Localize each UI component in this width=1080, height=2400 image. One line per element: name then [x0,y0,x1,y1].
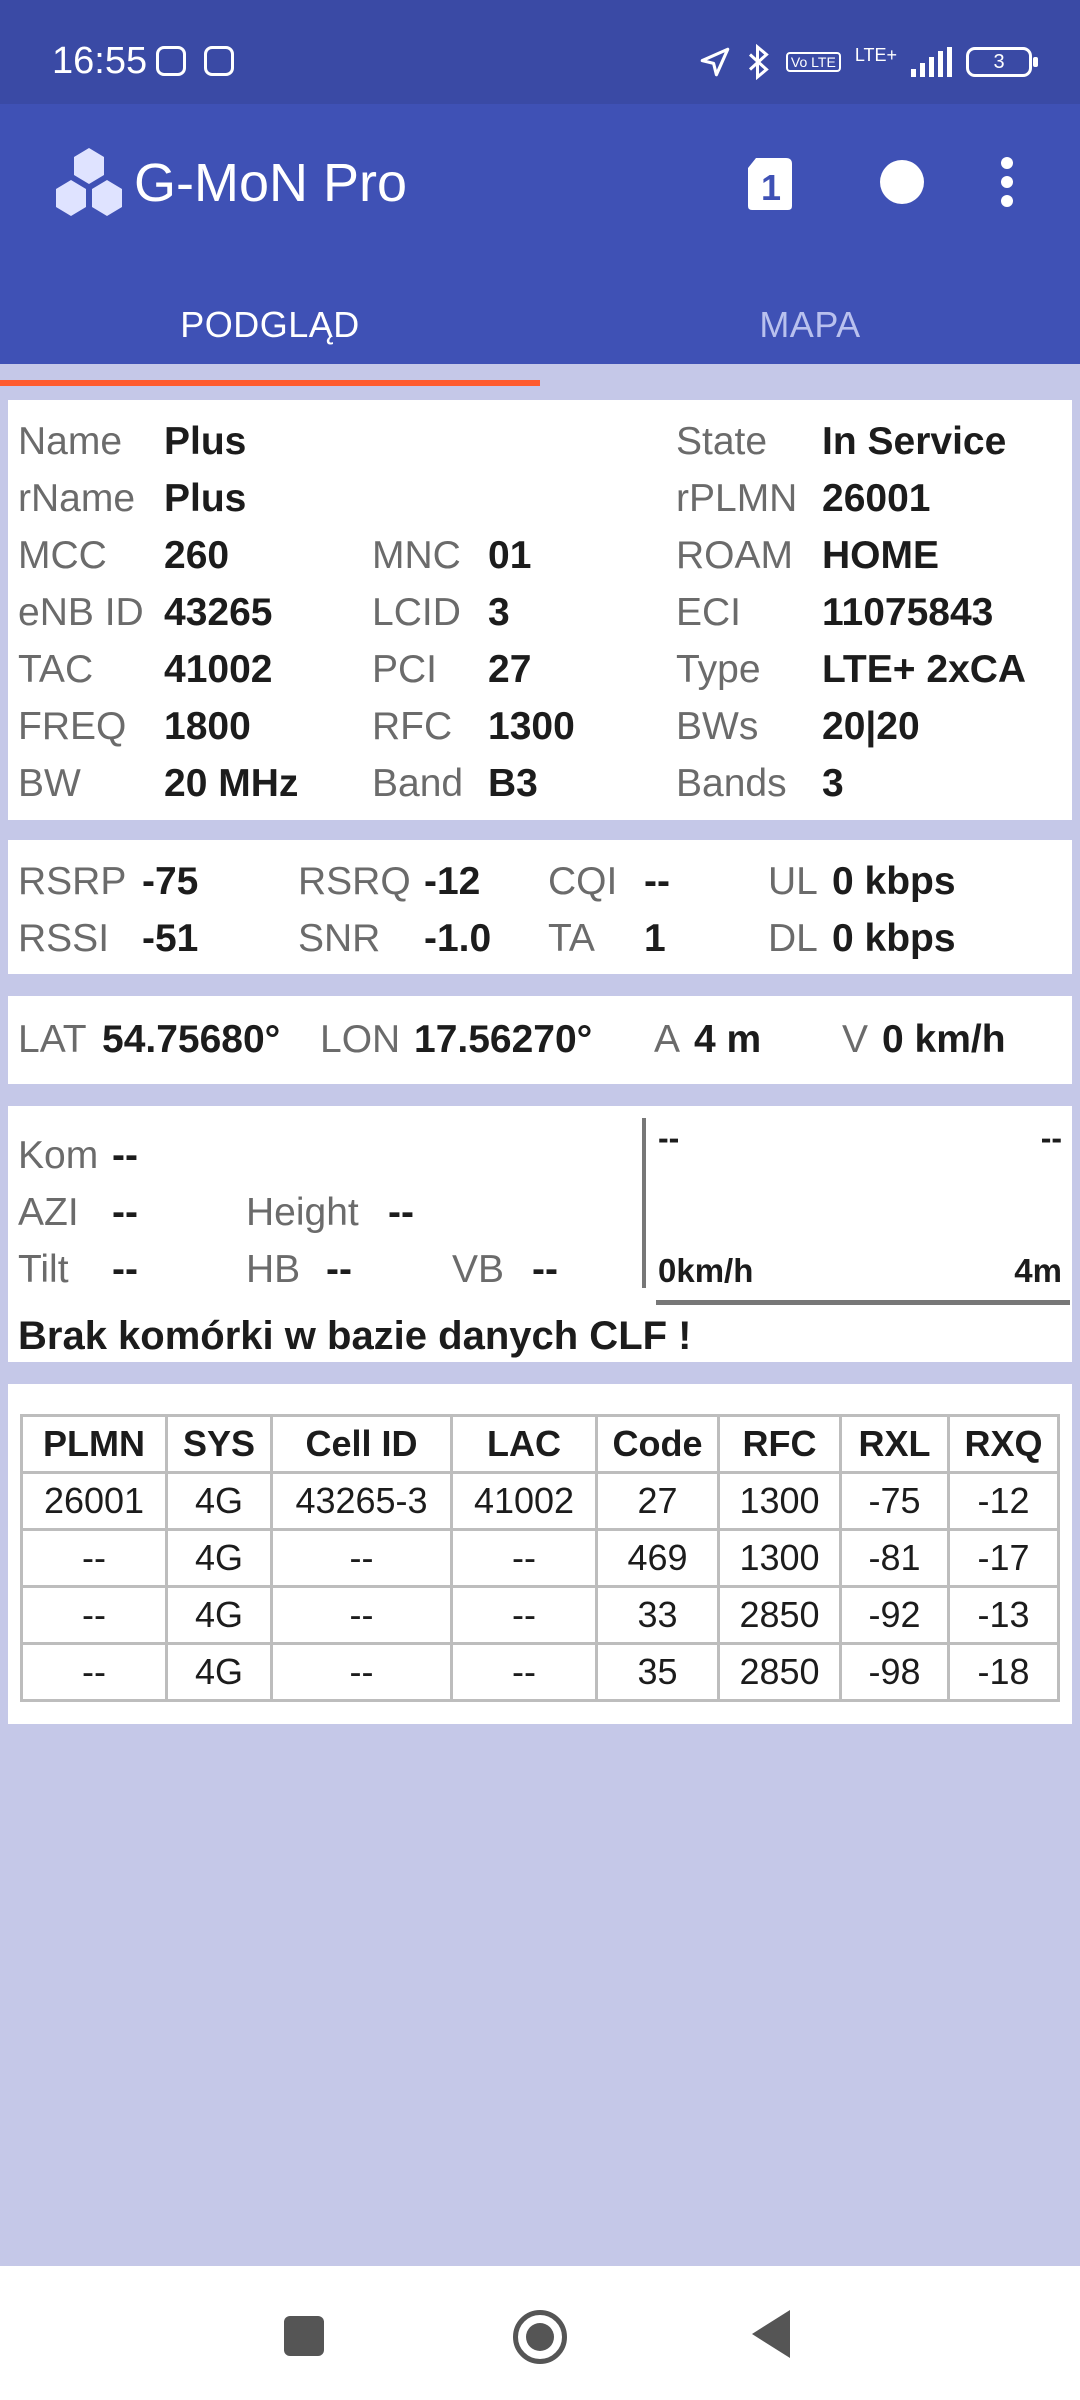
rsrq-value: -12 [424,860,481,903]
eci-value: 11075843 [822,591,994,634]
rsrp-value: -75 [142,860,199,903]
cell-code: 469 [597,1530,719,1587]
site-distance-text: 4m [1014,1252,1062,1289]
height-value: -- [388,1191,414,1234]
instagram-icon [156,46,186,76]
cell-rxl: -75 [841,1473,949,1530]
ta-value: 1 [644,917,666,960]
mcc-label: MCC [18,534,107,577]
battery-icon: 3 [966,47,1032,77]
accuracy-label: A [654,1018,681,1061]
state-label: State [676,420,768,463]
cell-cell-id: -- [272,1587,452,1644]
header-rxq: RXQ [949,1416,1059,1473]
mnc-value: 01 [488,534,532,577]
enb-value: 43265 [164,591,273,634]
lcid-value: 3 [488,591,510,634]
bands-value: 3 [822,762,844,805]
status-icons [698,44,1032,80]
ul-label: UL [768,860,818,903]
dl-label: DL [768,917,818,960]
snr-value: -1.0 [424,917,492,960]
header-cell-id: Cell ID [272,1416,452,1473]
cell-rxl: -98 [841,1644,949,1701]
pci-value: 27 [488,648,532,691]
app-logo-icon [52,146,126,222]
lon-label: LON [320,1018,401,1061]
cqi-value: -- [644,860,670,903]
azi-value: -- [112,1191,138,1234]
name-value: Plus [164,420,247,463]
signal-card [8,840,1072,974]
kom-value: -- [112,1134,138,1177]
type-value: LTE+ 2xCA [822,648,1027,691]
app-bar [0,104,1080,364]
cell-sys: 4G [167,1587,272,1644]
tac-label: TAC [18,648,94,691]
bw-label: BW [18,762,81,805]
tab-mapa[interactable]: MAPA [759,304,861,345]
name-label: Name [18,420,123,463]
nav-recents-icon[interactable] [284,2316,324,2356]
cell-rfc: 2850 [719,1587,841,1644]
cell-sys: 4G [167,1530,272,1587]
sim-slot-icon[interactable] [744,156,796,212]
tilt-label: Tilt [18,1248,69,1291]
freq-value: 1800 [164,705,251,748]
rfc-label: RFC [372,705,453,748]
cqi-label: CQI [548,860,618,903]
bw-value: 20 MHz [164,762,299,805]
rssi-label: RSSI [18,917,110,960]
rname-value: Plus [164,477,247,520]
nav-home-icon[interactable] [513,2310,567,2364]
cell-info-card [8,400,1072,820]
site-divider-vertical [642,1118,646,1288]
mnc-label: MNC [372,534,461,577]
ta-label: TA [548,917,595,960]
roam-value: HOME [822,534,939,577]
bws-value: 20|20 [822,705,920,748]
tac-value: 41002 [164,648,273,691]
cell-lac: -- [452,1530,597,1587]
state-value: In Service [822,420,1007,463]
rssi-value: -51 [142,917,199,960]
hb-label: HB [246,1248,301,1291]
header-plmn: PLMN [22,1416,167,1473]
site-speed-text: 0km/h [658,1252,754,1289]
mcc-value: 260 [164,534,230,577]
cell-plmn: -- [22,1644,167,1701]
dl-value: 0 kbps [832,917,956,960]
rname-label: rName [18,477,136,520]
header-rfc: RFC [719,1416,841,1473]
more-vert-icon[interactable] [1000,156,1014,208]
eci-label: ECI [676,591,742,634]
bands-label: Bands [676,762,787,805]
cell-rxl: -81 [841,1530,949,1587]
status-time: 16:55 [52,40,148,82]
type-label: Type [676,648,761,691]
band-value: B3 [488,762,538,805]
speed-label: V [842,1018,869,1061]
rfc-value: 1300 [488,705,575,748]
cell-cell-id: -- [272,1644,452,1701]
sim-slot-number: 1 [760,167,782,208]
location-card [8,996,1072,1084]
kom-label: Kom [18,1134,99,1177]
table-row [22,1530,1059,1587]
cell-rxq: -12 [949,1473,1059,1530]
cell-lac: -- [452,1644,597,1701]
table-header-row [22,1416,1059,1473]
azi-label: AZI [18,1191,79,1234]
bws-label: BWs [676,705,759,748]
site-divider-horizontal [656,1300,1070,1305]
cell-rfc: 1300 [719,1530,841,1587]
cell-cell-id: -- [272,1530,452,1587]
accuracy-value: 4 m [694,1018,762,1061]
header-lac: LAC [452,1416,597,1473]
cell-plmn: -- [22,1587,167,1644]
ul-value: 0 kbps [832,860,956,903]
site-right-top-right: -- [1040,1120,1062,1156]
cell-lac: 41002 [452,1473,597,1530]
lat-label: LAT [18,1018,87,1061]
location-arrow-icon [698,45,732,79]
header-code: Code [597,1416,719,1473]
app-icon [204,46,234,76]
header-rxl: RXL [841,1416,949,1473]
site-right-top-left: -- [658,1120,680,1156]
tab-podglad[interactable]: PODGLĄD [180,304,360,345]
header-sys: SYS [167,1416,272,1473]
cell-lac: -- [452,1587,597,1644]
enb-label: eNB ID [18,591,144,634]
volte-badge: Vo LTE [786,52,841,72]
lon-value: 17.56270° [414,1018,593,1061]
hb-value: -- [326,1248,352,1291]
cell-plmn: -- [22,1530,167,1587]
cell-rxq: -17 [949,1530,1059,1587]
table-row [22,1644,1059,1701]
lat-value: 54.75680° [102,1018,281,1061]
cell-rxq: -18 [949,1644,1059,1701]
record-icon[interactable] [880,160,924,204]
freq-label: FREQ [18,705,127,748]
speed-value: 0 km/h [882,1018,1006,1061]
roam-label: ROAM [676,534,793,577]
network-type: LTE+ [854,45,897,65]
vb-value: -- [532,1248,558,1291]
rplmn-label: rPLMN [676,477,798,520]
tilt-value: -- [112,1248,138,1291]
site-card [8,1106,1072,1362]
signal-icon [911,47,952,77]
cell-rfc: 2850 [719,1644,841,1701]
cell-code: 35 [597,1644,719,1701]
table-row [22,1473,1059,1530]
cell-cell-id: 43265-3 [272,1473,452,1530]
snr-label: SNR [298,917,381,960]
nav-back-icon[interactable] [752,2310,790,2358]
app-title: G-MoN Pro [134,153,408,213]
neighbor-table [20,1414,1060,1702]
cell-plmn: 26001 [22,1473,167,1530]
cell-rfc: 1300 [719,1473,841,1530]
cell-rxq: -13 [949,1587,1059,1644]
pci-label: PCI [372,648,438,691]
rplmn-value: 26001 [822,477,931,520]
clf-warning: Brak komórki w bazie danych CLF ! [18,1314,692,1358]
cell-code: 33 [597,1587,719,1644]
rsrp-label: RSRP [18,860,127,903]
navigation-bar [0,2266,1080,2400]
height-label: Height [246,1191,359,1234]
band-label: Band [372,762,464,805]
cell-rxl: -92 [841,1587,949,1644]
status-bar [0,0,1080,104]
cell-code: 27 [597,1473,719,1530]
table-row [22,1587,1059,1644]
bluetooth-icon [746,44,772,80]
cell-sys: 4G [167,1644,272,1701]
tab-indicator [0,380,540,386]
lcid-label: LCID [372,591,461,634]
vb-label: VB [452,1248,505,1291]
cell-sys: 4G [167,1473,272,1530]
neighbor-card [8,1384,1072,1724]
rsrq-label: RSRQ [298,860,411,903]
